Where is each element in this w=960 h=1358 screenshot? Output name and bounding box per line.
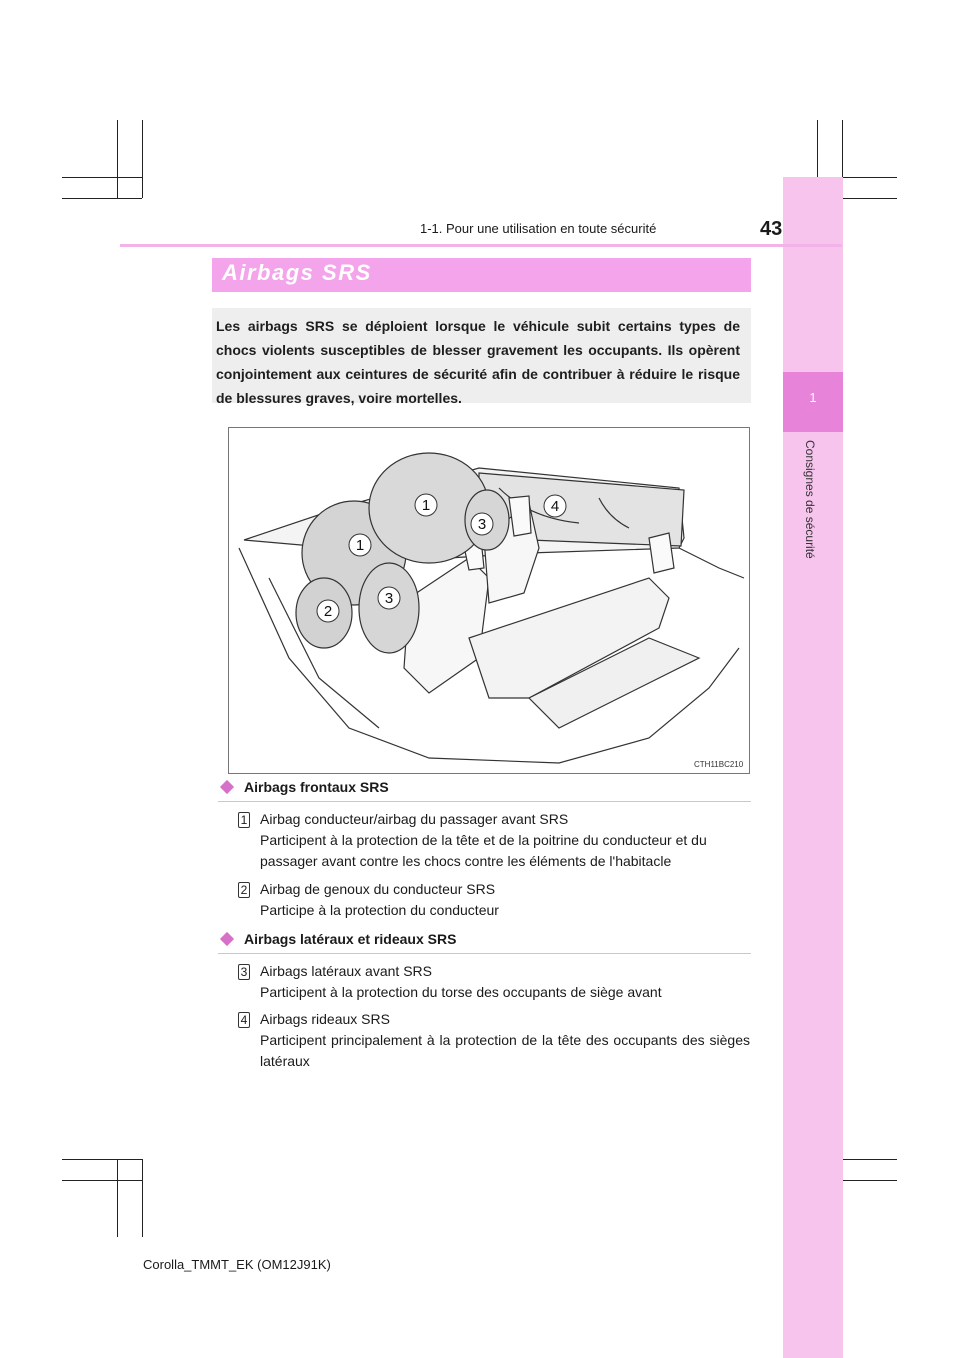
section-heading-frontal: Airbags frontaux SRS: [244, 779, 389, 795]
crop-mark: [62, 1159, 142, 1160]
callout-4-label: 4: [550, 498, 560, 515]
section-heading-rule: [218, 801, 751, 802]
item-desc-1: Participent à la protection de la tête et de la poitrine du conducteur et du passager avant contre les chocs contre les éléments de l'habitacle: [260, 832, 707, 869]
item-number-3: 3: [238, 964, 250, 980]
item-number-2: 2: [238, 882, 250, 898]
crop-mark: [62, 198, 142, 199]
header-rule: [120, 244, 842, 247]
item-desc-2: Participe à la protection du conducteur: [260, 902, 499, 918]
diamond-bullet: [220, 780, 234, 794]
figure-code: CTH11BC210: [694, 760, 744, 769]
crop-mark: [117, 120, 118, 198]
item-desc-4: Participent principalement à la protection de la tête des occupants des sièges latéraux: [260, 1032, 750, 1069]
chapter-side-tab: [783, 177, 843, 1358]
item-title-3: Airbags latéraux avant SRS: [260, 963, 432, 979]
crop-mark: [142, 120, 143, 198]
item-title-4: Airbags rideaux SRS: [260, 1011, 390, 1027]
page-title: Airbags SRS: [222, 260, 372, 285]
item-title-1: Airbag conducteur/airbag du passager avant SRS: [260, 811, 569, 827]
crop-mark: [117, 1159, 118, 1237]
section-title: 1-1. Pour une utilisation en toute sécurité: [420, 221, 657, 236]
callout-1-lower-label: 1: [355, 537, 365, 554]
page-number: 43: [760, 218, 783, 240]
intro-text: Les airbags SRS se déploient lorsque le véhicule subit certains types de chocs violents susceptibles de blesser gravement les occupants. Ils opèrent conjointement aux ceintures de sécurité afin de contribuer à réduire le risque de blessures graves, voire mortelles.: [216, 318, 740, 406]
item-desc-3: Participent à la protection du torse des occupants de siège avant: [260, 984, 662, 1000]
airbag-illustration: [228, 427, 750, 774]
car-interior-drawing: [229, 428, 749, 773]
section-heading-rule: [218, 953, 751, 954]
crop-mark: [142, 1159, 143, 1237]
diamond-bullet: [220, 932, 234, 946]
callout-3-upper-label: 3: [477, 516, 487, 533]
chapter-number: 1: [809, 390, 817, 405]
footer-model-code: Corolla_TMMT_EK (OM12J91K): [143, 1257, 331, 1272]
item-number-4: 4: [238, 1012, 250, 1028]
section-heading-side: Airbags latéraux et rideaux SRS: [244, 931, 457, 947]
callout-3-lower-label: 3: [384, 590, 394, 607]
callout-2-label: 2: [323, 603, 333, 620]
crop-mark: [62, 177, 142, 178]
item-number-1: 1: [238, 812, 250, 828]
crop-mark: [62, 1180, 142, 1181]
item-title-2: Airbag de genoux du conducteur SRS: [260, 881, 496, 897]
chapter-label: Consignes de sécurité: [803, 440, 817, 559]
callout-1-upper-label: 1: [421, 497, 431, 514]
